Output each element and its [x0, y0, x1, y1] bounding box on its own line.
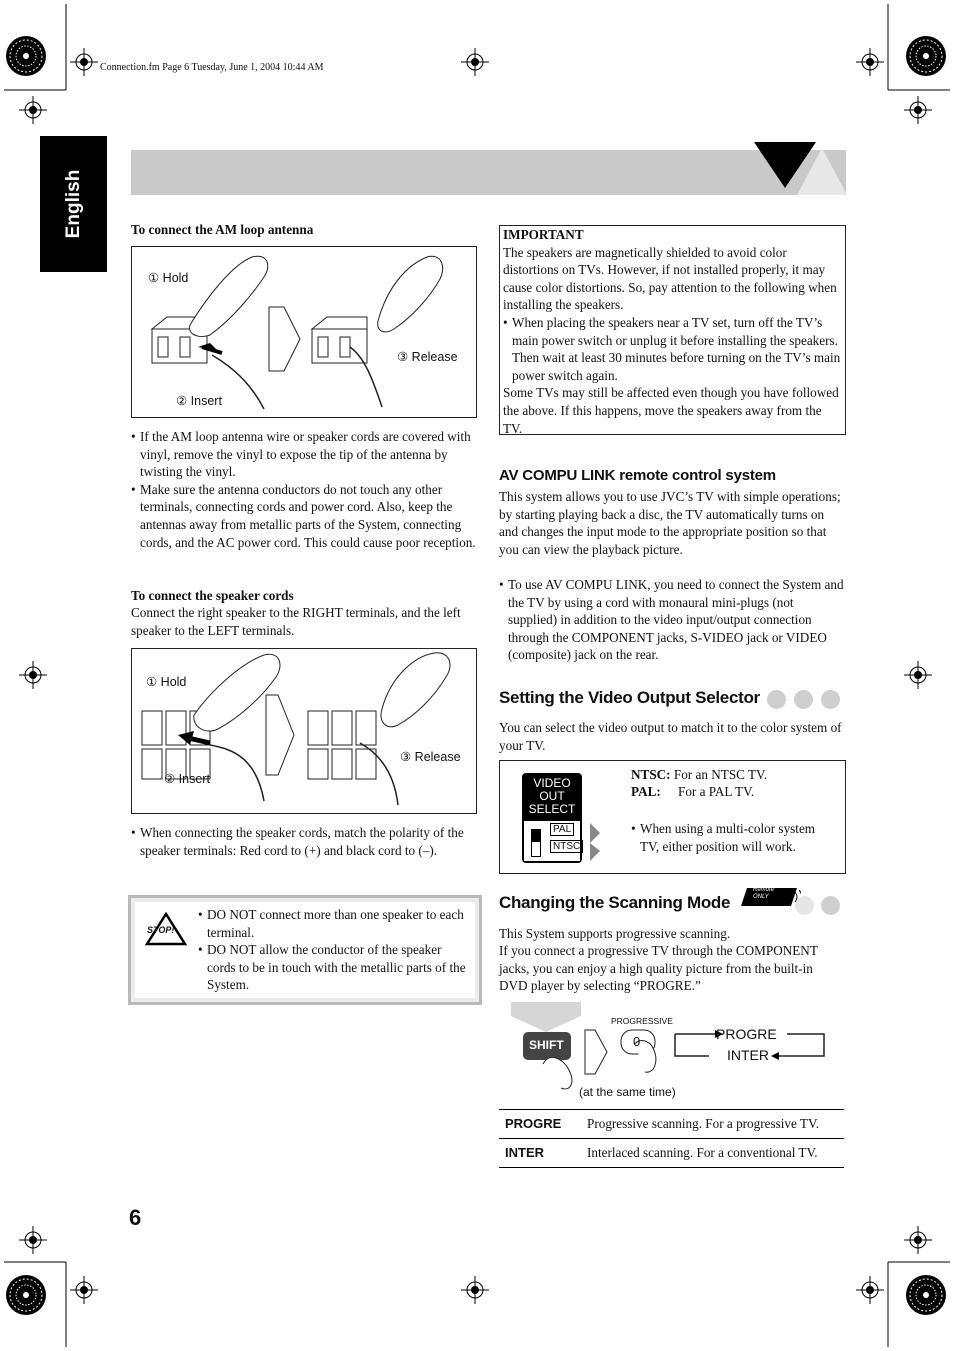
av-compu-link-text: This system allows you to use JVC’s TV with simple operations; by starting playing back a disc, the TV automatically turns on and changes the input mode to the appropriate position so that you can view the playback picture. [499, 489, 841, 557]
scanning-text-2: If you connect a progressive TV through the COMPONENT jacks, you can enjoy a high quality picture from the built-in DVD player by selecting “PROGRE.” [499, 943, 818, 994]
caution-box [128, 895, 482, 1005]
caution-list [198, 906, 473, 994]
list-item: • When using a multi-color system TV, either position will work. [631, 820, 836, 855]
list-item: • When placing the speakers near a TV set, turn off the TV’s main power switch or unplug it before installing the speakers. Then wait at least 30 minutes before turning on the TV’s main power switch again. [503, 314, 842, 384]
ntsc-definition: For an NTSC TV. [673, 767, 768, 782]
heading-dot [794, 690, 813, 709]
pal-option: PAL [550, 823, 574, 836]
video-output-heading: Setting the Video Output Selector [499, 688, 760, 707]
language-tab [40, 136, 107, 272]
mode-description: Interlaced scanning. For a conventional TV. [587, 1145, 818, 1161]
same-time-label: (at the same time) [579, 1085, 676, 1099]
video-output-text: You can select the video output to match it to the color system of your TV. [499, 720, 842, 753]
speaker-text: Connect the right speaker to the RIGHT terminals, and the left speaker to the LEFT terminals. [131, 605, 461, 638]
ntsc-option: NTSC [550, 840, 583, 853]
am-release-label: ③ Release [397, 350, 458, 364]
scanning-text-1: This System supports progressive scanning. [499, 926, 731, 941]
stop-icon-label: STOP! [147, 925, 175, 935]
selector-slider[interactable] [531, 829, 541, 857]
speaker-insert-label: ② Insert [164, 772, 210, 786]
scan-modes-table [499, 1109, 844, 1168]
av-compu-link-list [499, 576, 844, 664]
page-number: 6 [129, 1205, 142, 1230]
important-box [499, 225, 846, 435]
scanning-figure [499, 1000, 844, 1104]
speaker-release-label: ③ Release [400, 750, 461, 764]
ntsc-row [631, 766, 767, 784]
video-selector-box [499, 760, 846, 874]
am-heading: To connect the AM loop antenna [131, 222, 314, 237]
list-item: • Make sure the antenna conductors do not touch any other terminals, connecting cords and power cord. Also, keep the antennas away from metallic parts of the System, connecting cords, and the AC power cord. This could cause poor reception. [131, 481, 476, 551]
speaker-cord-figure [131, 648, 477, 814]
inter-mode-label: INTER [727, 1047, 769, 1063]
pal-term: PAL: [631, 784, 661, 799]
heading-dot [821, 690, 840, 709]
mode-name: INTER [505, 1145, 544, 1161]
important-list [503, 314, 842, 384]
am-notes-list [131, 428, 476, 551]
zero-button-label: 0 [633, 1034, 641, 1049]
pal-row [631, 783, 754, 801]
important-text: The speakers are magnetically shielded to avoid color distortions on TVs. However, if not installed properly, it may cause color distortions. So, pay attention to the following when installing the speakers. [503, 244, 837, 313]
speaker-notes-list [131, 824, 476, 859]
speaker-heading: To connect the speaker cords [131, 588, 294, 603]
important-title: IMPORTANT [503, 227, 584, 242]
language-tab-label: English [63, 169, 84, 239]
scanning-mode-heading: Changing the Scanning Mode [499, 893, 731, 912]
remote-badge-line2: ONLY [753, 894, 769, 900]
am-insert-label: ② Insert [176, 394, 222, 408]
selector-label-1: VIDEO [533, 776, 571, 790]
speaker-hold-label: ① Hold [146, 675, 187, 689]
shift-button-label: SHIFT [529, 1038, 564, 1052]
pal-definition: For a PAL TV. [678, 784, 755, 799]
table-row [499, 1110, 844, 1139]
mode-description: Progressive scanning. For a progressive TV. [587, 1116, 820, 1132]
section-banner [131, 150, 846, 195]
list-item: • When connecting the speaker cords, match the polarity of the speaker terminals: Red cord to (+) and black cord to (–). [131, 824, 476, 859]
list-item: • To use AV COMPU LINK, you need to connect the System and the TV by using a cord with monaural mini-plugs (not supplied) in addition to the video input/output connection through the COMPONENT jacks, S-VIDEO jack or VIDEO (composite) jack on the rear. [499, 576, 844, 664]
heading-dot [767, 690, 786, 709]
file-header: Connection.fm Page 6 Tuesday, June 1, 2004 10:44 AM [100, 62, 324, 73]
am-hold-label: ① Hold [148, 271, 189, 285]
list-item: • DO NOT connect more than one speaker to each terminal. [198, 906, 473, 941]
progre-mode-label: PROGRE [716, 1026, 777, 1042]
remote-badge-line1: Remote [753, 887, 775, 893]
selector-panel [524, 821, 580, 861]
important-footer: Some TVs may still be affected even though you have followed the above. If this happens, move the speakers away from the TV. [503, 385, 839, 436]
banner-arrow-icon [752, 140, 848, 196]
selector-arrows-icon [588, 821, 602, 863]
video-out-select-switch [522, 773, 582, 863]
selector-label-2: OUT [539, 789, 565, 803]
list-item: • If the AM loop antenna wire or speaker cords are covered with vinyl, remove the vinyl to expose the tip of the antenna by twisting the vinyl. [131, 428, 476, 481]
mode-name: PROGRE [505, 1116, 562, 1132]
av-compu-link-heading: AV COMPU LINK remote control system [499, 467, 776, 484]
heading-dot [821, 896, 840, 915]
table-row [499, 1139, 844, 1168]
list-item: • DO NOT allow the conductor of the speaker cords to be in touch with the metallic parts of the System. [198, 941, 473, 994]
selector-label-3: SELECT [528, 802, 576, 816]
heading-dot [795, 896, 814, 915]
ntsc-term: NTSC: [631, 767, 671, 782]
am-antenna-figure [131, 246, 477, 418]
progressive-label: PROGRESSIVE [611, 1016, 673, 1026]
remote-only-badge [741, 886, 791, 904]
multi-color-list [631, 820, 836, 855]
